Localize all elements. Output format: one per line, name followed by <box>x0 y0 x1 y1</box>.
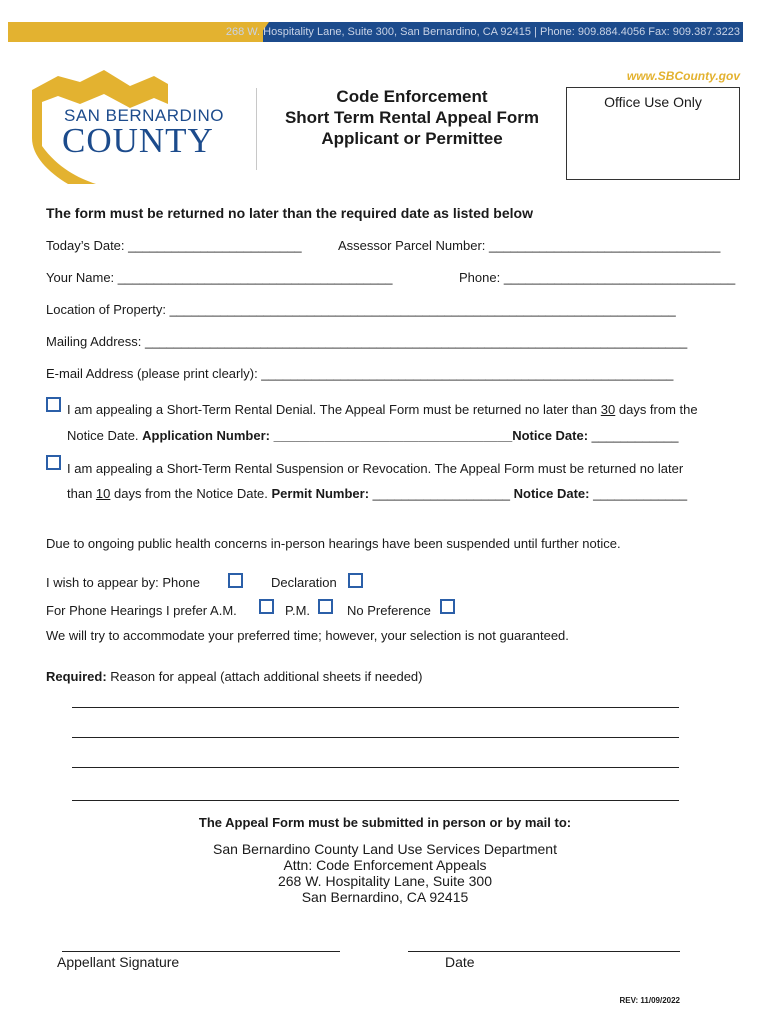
name-field[interactable]: Your Name: ______________________________________ <box>46 270 393 285</box>
suspension-text: I am appealing a Short-Term Rental Suspension or Revocation. The Appeal Form must be returned no later <box>67 461 684 476</box>
denial-notice-text: Notice Date. <box>67 428 143 443</box>
logo-text-top: SAN BERNARDINO <box>64 106 225 125</box>
denial-text <box>67 402 698 418</box>
suspension-line-2 <box>67 486 687 502</box>
submit-address-line-1: San Bernardino County Land Use Services Department <box>213 841 557 857</box>
checkbox-icon[interactable] <box>46 397 61 412</box>
checkbox-icon[interactable] <box>318 599 333 614</box>
denial-notice-date-label: Notice Date: <box>512 428 589 443</box>
suspension-notice-date-label: Notice Date: <box>513 486 590 501</box>
required-label: Required: <box>46 669 107 684</box>
date-line[interactable] <box>408 951 680 952</box>
reason-line-3[interactable] <box>72 767 679 768</box>
title-line-3: Applicant or Permittee <box>321 129 503 148</box>
logo-text-bottom: COUNTY <box>62 121 214 160</box>
title-line-1: Code Enforcement <box>336 87 488 106</box>
suspension-days: 10 <box>95 486 111 501</box>
suspension-notice-date-field[interactable]: _____________ <box>589 486 688 501</box>
office-use-label: Office Use Only <box>604 94 702 110</box>
denial-checkbox[interactable] <box>46 396 61 414</box>
suspension-checkbox[interactable] <box>46 454 61 472</box>
permit-number-label: Permit Number: <box>271 486 370 501</box>
title-line-2: Short Term Rental Appeal Form <box>284 108 540 127</box>
checkbox-icon[interactable] <box>228 573 243 588</box>
application-number-field[interactable]: _________________________________ <box>270 428 513 443</box>
denial-notice-date-field[interactable]: ____________ <box>588 428 679 443</box>
permit-number-field[interactable]: ___________________ <box>369 486 514 501</box>
contact-info: 268 W. Hospitality Lane, Suite 300, San Bernardino, CA 92415 | Phone: 909.884.4056 Fax: 909.387.3223 <box>225 26 740 38</box>
mailing-address-field[interactable]: Mailing Address: ___________________________________________________________________________ <box>46 334 688 349</box>
header-divider <box>256 88 257 170</box>
suspension-text-b: days from the Notice Date. <box>110 486 272 501</box>
hearing-pref-label: For Phone Hearings I prefer A.M. <box>46 603 237 618</box>
denial-text-b: days from the <box>615 402 698 417</box>
declaration-label: Declaration <box>271 575 337 590</box>
date-label: Date <box>445 954 475 970</box>
phone-appearance-checkbox[interactable] <box>228 572 243 590</box>
reason-line-2[interactable] <box>72 737 679 738</box>
denial-text-a: I am appealing a Short-Term Rental Denial. The Appeal Form must be returned no later than <box>67 402 601 417</box>
denial-line-2 <box>67 428 678 444</box>
form-title <box>262 86 562 149</box>
signature-label: Appellant Signature <box>57 954 180 970</box>
health-notice: Due to ongoing public health concerns in-person hearings have been suspended until further notice. <box>46 536 621 551</box>
checkbox-icon[interactable] <box>46 455 61 470</box>
reason-label <box>46 669 423 685</box>
property-location-field[interactable]: Location of Property: ______________________________________________________________________ <box>46 302 676 317</box>
no-preference-label: No Preference <box>347 603 431 618</box>
reason-line-4[interactable] <box>72 800 679 801</box>
website-link: www.SBCounty.gov <box>626 69 740 83</box>
submit-address-line-4: San Bernardino, CA 92415 <box>301 889 469 905</box>
todays-date-field[interactable]: Today’s Date: ________________________ <box>46 238 302 253</box>
application-number-label: Application Number: <box>142 428 270 443</box>
reason-line-1[interactable] <box>72 707 679 708</box>
submit-address-line-2: Attn: Code Enforcement Appeals <box>283 857 487 873</box>
return-notice-heading: The form must be returned no later than the required date as listed below <box>46 205 533 221</box>
submit-heading: The Appeal Form must be submitted in person or by mail to: <box>198 815 572 830</box>
mailing-block <box>85 841 685 905</box>
email-field[interactable]: E-mail Address (please print clearly): _________________________________________________________ <box>46 366 674 381</box>
denial-days: 30 <box>600 402 616 417</box>
apn-field[interactable]: Assessor Parcel Number: ________________________________ <box>338 238 721 253</box>
phone-field[interactable]: Phone: ________________________________ <box>459 270 736 285</box>
county-logo <box>18 68 228 188</box>
appear-by-label: I wish to appear by: Phone <box>46 575 200 590</box>
submit-address-line-3: 268 W. Hospitality Lane, Suite 300 <box>277 873 493 889</box>
reason-text: Reason for appeal (attach additional sheets if needed) <box>106 669 423 684</box>
suspension-than: than <box>67 486 96 501</box>
signature-line[interactable] <box>62 951 340 952</box>
office-use-box <box>566 87 740 180</box>
no-preference-checkbox[interactable] <box>440 598 455 616</box>
checkbox-icon[interactable] <box>259 599 274 614</box>
pm-checkbox[interactable] <box>318 598 333 616</box>
revision-label: REV: 11/09/2022 <box>619 996 680 1005</box>
am-checkbox[interactable] <box>259 598 274 616</box>
declaration-checkbox[interactable] <box>348 572 363 590</box>
checkbox-icon[interactable] <box>440 599 455 614</box>
checkbox-icon[interactable] <box>348 573 363 588</box>
pm-label: P.M. <box>285 603 311 618</box>
accommodate-notice: We will try to accommodate your preferred time; however, your selection is not guaranteed. <box>46 628 569 643</box>
